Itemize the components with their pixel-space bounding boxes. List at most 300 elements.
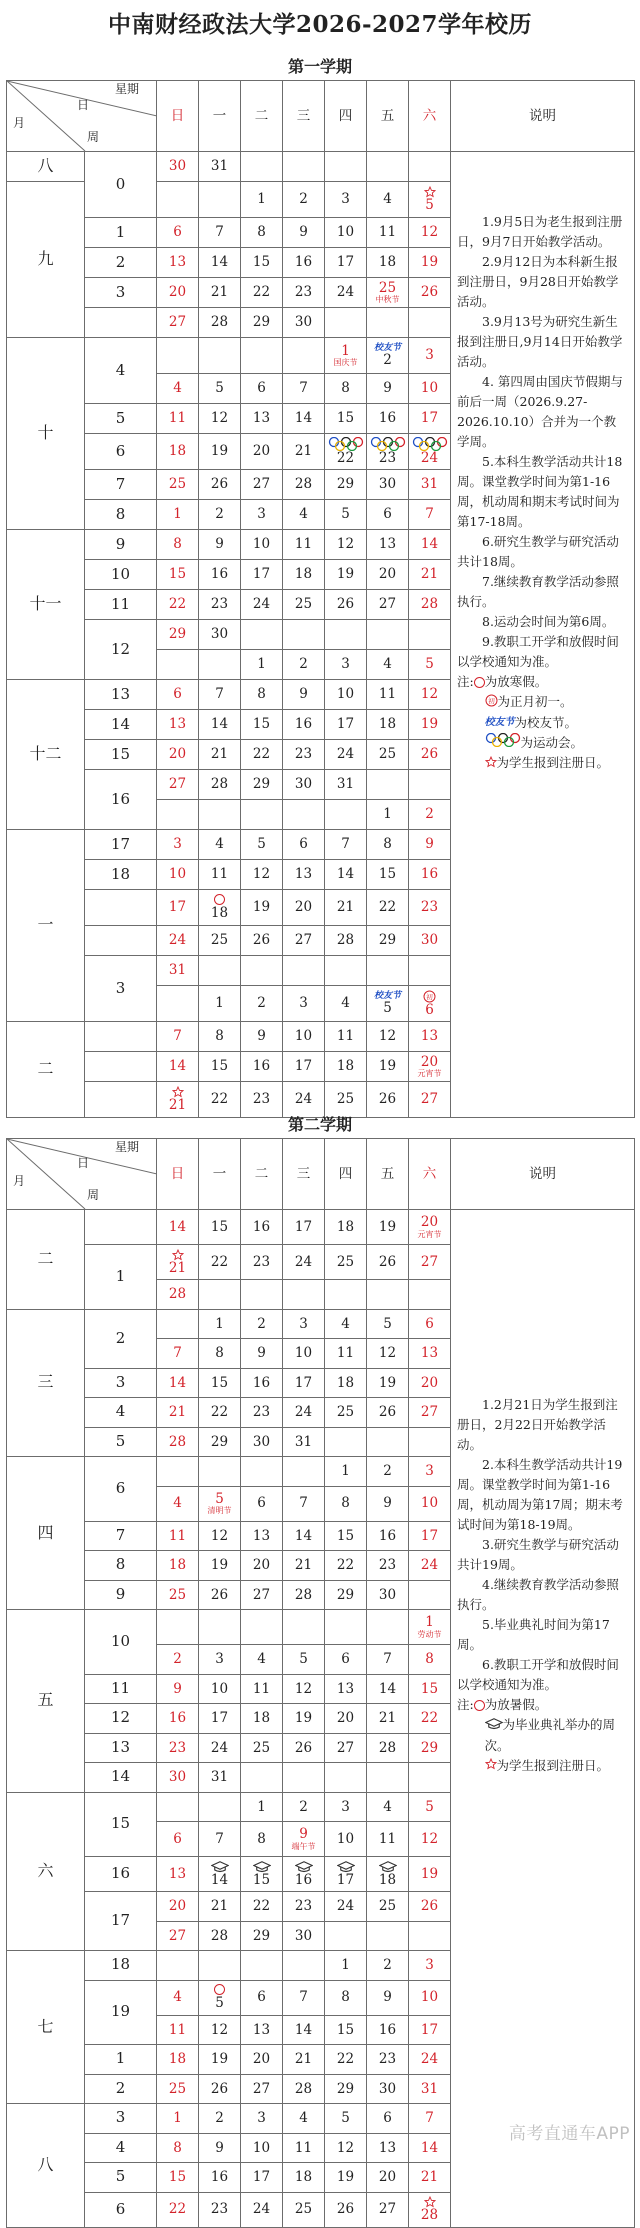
date-cell	[157, 620, 199, 650]
date-cell	[283, 218, 325, 248]
weekday-header: 四	[325, 81, 367, 152]
date-number: 19	[378, 1058, 397, 1075]
date-cell	[157, 404, 199, 434]
date-number: 5	[215, 380, 224, 397]
date-cell	[409, 278, 451, 308]
date-cell	[367, 986, 409, 1022]
date-cell	[325, 404, 367, 434]
date-cell	[409, 374, 451, 404]
date-cell	[367, 248, 409, 278]
date-number: 7	[383, 1651, 392, 1668]
week-number-cell: 19	[85, 1980, 157, 2045]
date-number: 27	[252, 1586, 271, 1603]
weekday-header: 四	[325, 1139, 367, 1210]
date-number: 20	[378, 2169, 397, 2186]
date-cell	[325, 1280, 367, 1310]
date-number: 5	[383, 1315, 392, 1332]
date-cell	[199, 1457, 241, 1487]
date-cell	[409, 500, 451, 530]
date-number: 7	[425, 506, 434, 523]
date-cell	[409, 1339, 451, 1369]
date-cell	[283, 1309, 325, 1339]
date-number: 21	[294, 443, 313, 460]
date-cell	[409, 2192, 451, 2227]
date-number: 1	[341, 1463, 350, 1480]
date-cell	[325, 2133, 367, 2163]
legend-item: 为学生报到注册日。	[457, 1756, 628, 1777]
date-number: 6	[341, 1651, 350, 1668]
date-number: 2	[173, 1651, 182, 1668]
date-number: 27	[168, 314, 187, 331]
date-number: 14	[420, 2139, 439, 2156]
date-number: 3	[299, 995, 308, 1012]
week-number-cell	[85, 1210, 157, 1245]
date-cell	[241, 434, 283, 470]
date-cell	[325, 2104, 367, 2134]
date-cell	[409, 926, 451, 956]
date-number: 7	[341, 836, 350, 853]
date-number: 14	[168, 1218, 187, 1235]
date-cell	[409, 1486, 451, 1521]
date-cell	[409, 434, 451, 470]
date-number: 10	[420, 1495, 439, 1512]
date-cell	[367, 1368, 409, 1398]
date-number: 8	[215, 1345, 224, 1362]
date-number: 10	[210, 1680, 229, 1697]
date-cell	[283, 1245, 325, 1280]
note-item: 8.运动会时间为第6周。	[482, 614, 615, 629]
date-cell	[157, 1427, 199, 1457]
date-number: 3	[299, 1315, 308, 1332]
date-cell	[325, 1427, 367, 1457]
date-number: 15	[336, 410, 355, 427]
date-cell	[199, 680, 241, 710]
date-cell	[283, 1763, 325, 1793]
date-number: 4	[215, 836, 224, 853]
date-cell	[199, 278, 241, 308]
note-item: 7.继续教育教学活动参照执行。	[457, 574, 619, 609]
date-cell	[325, 1551, 367, 1581]
date-number: 10	[294, 1028, 313, 1045]
date-number: 5	[215, 1995, 224, 2012]
date-cell	[409, 620, 451, 650]
month-cell: 十一	[7, 530, 85, 680]
date-number: 29	[252, 1927, 271, 1944]
date-cell	[367, 1210, 409, 1245]
date-number: 4	[341, 1315, 350, 1332]
date-number: 22	[210, 1404, 229, 1421]
date-cell	[325, 800, 367, 830]
legend-item: 校友节为校友节。	[484, 714, 578, 730]
date-cell	[409, 1427, 451, 1457]
legend-item: 为运动会。	[457, 733, 628, 754]
date-cell	[409, 470, 451, 500]
notes-column	[451, 152, 635, 1118]
date-number: 10	[294, 1345, 313, 1362]
date-number: 17	[168, 899, 187, 916]
date-cell	[325, 740, 367, 770]
date-number: 2	[425, 806, 434, 823]
date-number: 8	[257, 686, 266, 703]
date-number: 25	[252, 1739, 271, 1756]
week-number-cell: 17	[85, 830, 157, 860]
alumni-day-icon: 校友节	[484, 717, 515, 728]
date-cell	[409, 338, 451, 374]
date-cell	[241, 278, 283, 308]
date-number: 21	[168, 1404, 187, 1421]
date-number: 23	[168, 1739, 187, 1756]
date-cell	[157, 152, 199, 182]
date-number: 22	[336, 450, 355, 467]
date-cell	[325, 1645, 367, 1675]
date-number: 8	[215, 1028, 224, 1045]
date-number: 9	[299, 1826, 308, 1843]
date-cell	[325, 1457, 367, 1487]
date-number: 6	[173, 224, 182, 241]
date-cell	[157, 800, 199, 830]
date-number: 24	[420, 450, 439, 467]
date-cell	[367, 470, 409, 500]
star-icon	[485, 1758, 497, 1770]
date-cell	[241, 1704, 283, 1734]
date-cell	[241, 1733, 283, 1763]
date-cell	[241, 248, 283, 278]
date-cell	[157, 278, 199, 308]
date-cell	[409, 1580, 451, 1610]
date-number: 26	[420, 1898, 439, 1915]
date-number: 13	[168, 716, 187, 733]
date-number: 30	[294, 1927, 313, 1944]
date-number: 12	[420, 224, 439, 241]
date-number: 4	[299, 2110, 308, 2127]
date-cell	[241, 1822, 283, 1857]
date-number: 17	[252, 2169, 271, 2186]
date-number: 13	[336, 1680, 355, 1697]
date-cell	[367, 830, 409, 860]
date-number: 25	[210, 932, 229, 949]
date-cell	[283, 374, 325, 404]
date-cell	[367, 1857, 409, 1892]
date-number: 6	[425, 1315, 434, 1332]
date-cell	[367, 560, 409, 590]
week-number-cell: 6	[85, 434, 157, 470]
date-cell	[157, 1763, 199, 1793]
date-number: 3	[215, 1651, 224, 1668]
date-cell	[241, 1210, 283, 1245]
date-cell	[199, 560, 241, 590]
date-number: 9	[425, 836, 434, 853]
date-number: 24	[294, 1404, 313, 1421]
week-number-cell: 7	[85, 470, 157, 500]
date-cell	[367, 2045, 409, 2075]
date-cell	[199, 2192, 241, 2227]
date-cell	[325, 152, 367, 182]
date-cell	[283, 404, 325, 434]
date-number: 23	[420, 899, 439, 916]
date-number: 22	[336, 2051, 355, 2068]
circle-icon	[214, 1984, 225, 1995]
date-cell	[199, 1733, 241, 1763]
date-cell	[367, 1792, 409, 1822]
date-number: 21	[210, 1898, 229, 1915]
date-cell	[283, 2192, 325, 2227]
date-cell	[241, 1052, 283, 1082]
date-cell	[283, 1398, 325, 1428]
date-cell	[367, 1674, 409, 1704]
date-number: 5	[425, 197, 434, 214]
date-number: 21	[168, 1097, 187, 1114]
notes-column	[451, 1210, 635, 2228]
date-cell	[283, 1486, 325, 1521]
date-cell	[241, 1857, 283, 1892]
date-number: 28	[168, 1286, 187, 1303]
weekday-label: 星期	[115, 82, 140, 96]
date-number: 21	[168, 1259, 187, 1276]
date-number: 23	[294, 284, 313, 301]
date-cell	[283, 680, 325, 710]
date-cell	[157, 338, 199, 374]
date-cell	[409, 1921, 451, 1951]
date-number: 27	[252, 476, 271, 493]
date-number: 1	[257, 1798, 266, 1815]
week-number-cell: 3	[85, 278, 157, 308]
header-corner	[7, 1139, 157, 1210]
date-cell	[367, 1822, 409, 1857]
date-number: 1	[341, 1957, 350, 1974]
date-number: 14	[210, 1871, 229, 1888]
date-number: 16	[210, 566, 229, 583]
date-cell	[325, 710, 367, 740]
holiday-note: 端午节	[291, 1841, 316, 1851]
date-number: 13	[252, 410, 271, 427]
date-cell	[157, 1674, 199, 1704]
legend-item: 为学生报到注册日。	[457, 753, 628, 774]
date-number: 28	[336, 932, 355, 949]
week-number-cell	[85, 890, 157, 926]
date-number: 18	[336, 1218, 355, 1235]
graduation-cap-icon	[485, 1718, 503, 1730]
date-number: 4	[383, 656, 392, 673]
date-number: 17	[210, 1710, 229, 1727]
date-cell	[241, 1245, 283, 1280]
week-number-cell: 10	[85, 1610, 157, 1675]
date-cell	[409, 2074, 451, 2104]
note-item: 1.9月5日为老生报到注册日，9月7日开始教学活动。	[457, 214, 623, 249]
note-item: 2.9月12日为本科新生报到注册日，9月28日开始教学活动。	[457, 254, 619, 309]
date-cell	[367, 1280, 409, 1310]
date-number: 14	[210, 254, 229, 271]
date-cell	[409, 1980, 451, 2015]
date-cell	[283, 2045, 325, 2075]
date-cell	[241, 1674, 283, 1704]
date-number: 21	[336, 899, 355, 916]
week-number-cell: 3	[85, 956, 157, 1022]
date-number: 18	[294, 566, 313, 583]
date-number: 13	[378, 536, 397, 553]
week-number-cell: 0	[85, 152, 157, 218]
date-number: 15	[210, 1218, 229, 1235]
date-number: 23	[252, 1253, 271, 1270]
date-number: 26	[378, 1404, 397, 1421]
date-number: 10	[252, 536, 271, 553]
date-number: 29	[336, 2080, 355, 2097]
date-cell	[157, 1309, 199, 1339]
date-number: 3	[425, 1463, 434, 1480]
date-cell	[157, 374, 199, 404]
date-cell	[199, 1980, 241, 2015]
date-cell	[199, 1610, 241, 1645]
date-number: 26	[336, 2201, 355, 2218]
date-number: 21	[210, 746, 229, 763]
star-icon	[485, 756, 497, 768]
date-number: 25	[294, 596, 313, 613]
date-cell	[409, 1892, 451, 1922]
date-cell	[409, 680, 451, 710]
date-number: 19	[252, 899, 271, 916]
date-number: 11	[378, 224, 397, 241]
date-cell	[283, 620, 325, 650]
date-cell	[199, 2104, 241, 2134]
date-number: 9	[299, 224, 308, 241]
week-number-cell: 16	[85, 1857, 157, 1892]
date-number: 10	[336, 224, 355, 241]
weekday-label: 星期	[115, 1140, 140, 1154]
olympic-rings-icon	[485, 733, 521, 747]
date-number: 24	[210, 1739, 229, 1756]
date-number: 7	[215, 224, 224, 241]
date-cell	[199, 1210, 241, 1245]
date-cell	[367, 338, 409, 374]
weekday-header: 三	[283, 81, 325, 152]
date-number: 29	[252, 776, 271, 793]
date-cell	[409, 1398, 451, 1428]
weekday-header: 六	[409, 81, 451, 152]
weekday-header: 一	[199, 81, 241, 152]
day-label: 日	[77, 1156, 90, 1170]
date-number: 14	[378, 1680, 397, 1697]
date-number: 31	[168, 962, 187, 979]
date-number: 15	[252, 1871, 271, 1888]
date-cell	[409, 1763, 451, 1793]
date-number: 18	[294, 2169, 313, 2186]
date-cell	[325, 1610, 367, 1645]
date-number: 8	[425, 1651, 434, 1668]
date-cell	[241, 1921, 283, 1951]
day-label: 日	[77, 98, 90, 112]
date-number: 2	[215, 2110, 224, 2127]
date-number: 18	[168, 443, 187, 460]
date-cell	[409, 860, 451, 890]
date-cell	[325, 248, 367, 278]
date-cell	[367, 1980, 409, 2015]
holiday-note: 中秋节	[375, 295, 400, 305]
date-number: 12	[252, 866, 271, 883]
date-number: 31	[210, 1769, 229, 1786]
date-cell	[283, 2015, 325, 2045]
date-cell	[367, 1339, 409, 1369]
date-cell	[283, 1733, 325, 1763]
date-number: 1	[173, 2110, 182, 2127]
date-number: 23	[210, 596, 229, 613]
date-cell	[199, 2045, 241, 2075]
date-number: 14	[210, 716, 229, 733]
notes-header: 说明	[451, 81, 635, 152]
date-cell	[199, 1580, 241, 1610]
date-number: 19	[378, 1218, 397, 1235]
date-cell	[199, 1521, 241, 1551]
date-cell	[283, 278, 325, 308]
date-number: 10	[252, 2139, 271, 2156]
date-number: 11	[294, 2139, 313, 2156]
date-number: 16	[294, 254, 313, 271]
date-cell	[409, 530, 451, 560]
date-cell	[283, 860, 325, 890]
date-cell	[199, 1951, 241, 1981]
date-cell	[241, 374, 283, 404]
week-number-cell	[85, 926, 157, 956]
week-number-cell: 18	[85, 1951, 157, 1981]
date-cell	[241, 530, 283, 560]
date-cell	[325, 986, 367, 1022]
date-cell	[241, 620, 283, 650]
date-number: 15	[252, 716, 271, 733]
week-number-cell: 5	[85, 404, 157, 434]
date-number: 24	[294, 1253, 313, 1270]
date-cell	[199, 1368, 241, 1398]
date-cell	[199, 1551, 241, 1581]
date-number: 3	[173, 836, 182, 853]
date-cell	[409, 1822, 451, 1857]
date-number: 17	[294, 1374, 313, 1391]
date-cell	[199, 926, 241, 956]
date-number: 22	[210, 1253, 229, 1270]
legend-item: 为毕业典礼举办的周次。	[484, 1717, 616, 1753]
date-cell	[199, 770, 241, 800]
date-cell	[157, 530, 199, 560]
date-cell	[325, 2015, 367, 2045]
date-cell	[367, 182, 409, 218]
date-number: 6	[299, 836, 308, 853]
date-cell	[409, 1309, 451, 1339]
date-cell	[157, 248, 199, 278]
date-cell	[283, 770, 325, 800]
date-cell	[241, 338, 283, 374]
date-number: 1	[215, 1315, 224, 1332]
date-cell	[325, 278, 367, 308]
date-cell	[241, 680, 283, 710]
svg-text:初: 初	[487, 696, 495, 705]
date-number: 20	[378, 566, 397, 583]
date-cell	[241, 2133, 283, 2163]
date-number: 16	[378, 2021, 397, 2038]
note-item: 4. 第四周由国庆节假期与前后一周（2026.9.27-2026.10.10）合并为一个教学周。	[457, 374, 623, 449]
date-cell	[283, 1551, 325, 1581]
date-number: 12	[210, 2021, 229, 2038]
date-cell	[157, 218, 199, 248]
date-number: 29	[420, 1739, 439, 1756]
date-cell	[409, 1052, 451, 1082]
date-cell	[367, 1580, 409, 1610]
week-number-cell: 3	[85, 1368, 157, 1398]
week-label: 周	[87, 130, 100, 144]
date-cell	[199, 1704, 241, 1734]
date-number: 15	[168, 566, 187, 583]
date-number: 30	[252, 1433, 271, 1450]
date-cell	[409, 218, 451, 248]
date-number: 19	[210, 1557, 229, 1574]
date-number: 12	[210, 1527, 229, 1544]
date-cell	[367, 404, 409, 434]
